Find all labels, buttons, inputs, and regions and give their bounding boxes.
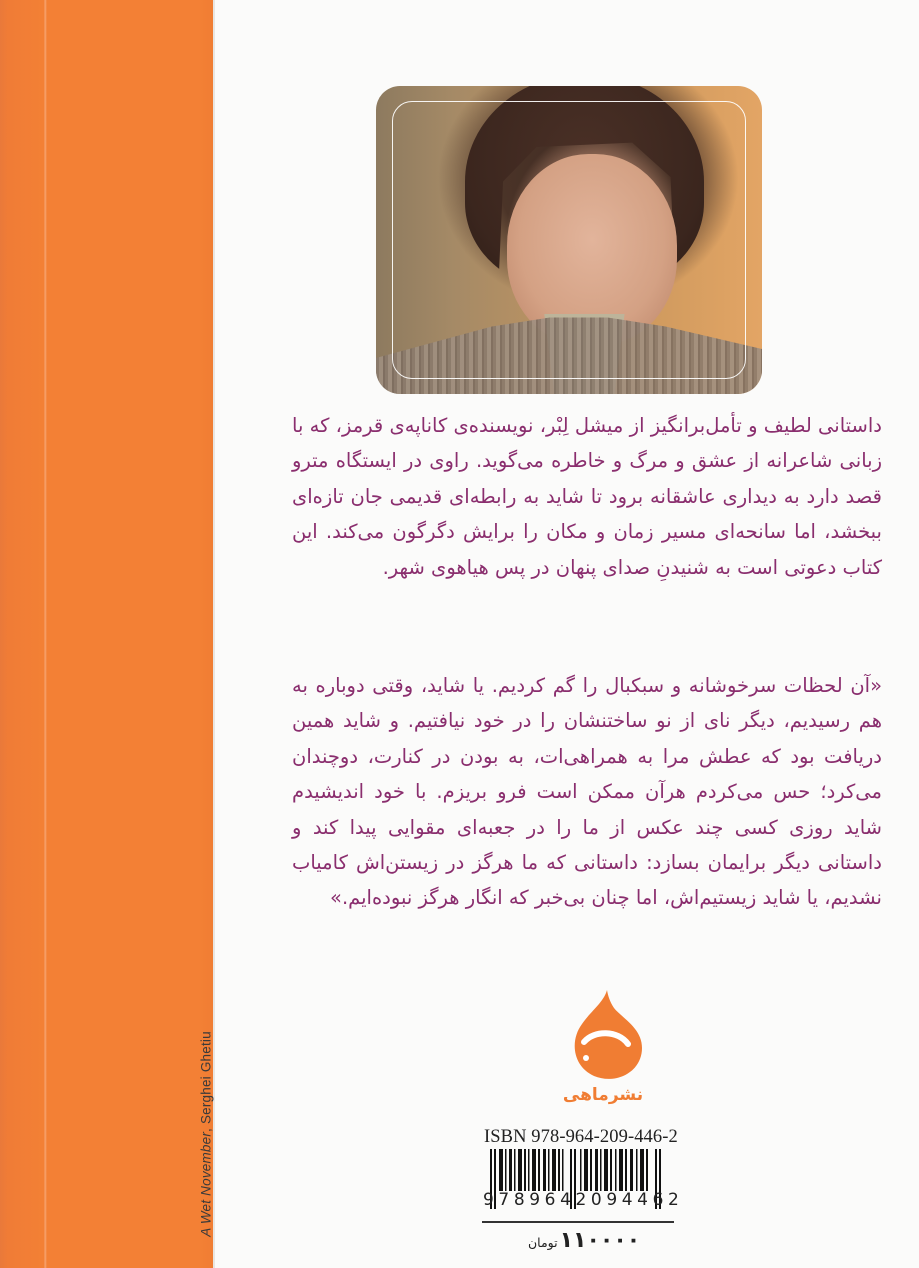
price-tag xyxy=(528,1228,640,1253)
author-photo xyxy=(376,86,762,394)
price-amount: ۱۱۰۰۰۰ xyxy=(559,1228,641,1253)
blurb-paragraph: داستانی لطیف و تأمل‌برانگیز از میشل لِبْر، نویسنده‌ی کاناپه‌ی قرمز، که با زبانی شاعرانه از عشق و مرگ و خاطره می‌گوید. راوی در ایستگاه مترو قصد دارد به دیداری عاشقانه برود تا شاید به رابطه‌ای قدیمی جان تازه‌ای ببخشد، اما سانحه‌ای مسیر زمان و مکان را برایش دگرگون می‌کند. این کتاب دعوتی است به شنیدنِ صدای پنهان در پس هیاهوی شهر. xyxy=(292,414,882,579)
price-divider xyxy=(482,1221,674,1223)
book-excerpt-quote xyxy=(292,668,882,916)
photo-inner-frame xyxy=(392,101,746,379)
barcode-digits: 9789642094462 xyxy=(483,1190,684,1210)
spine-author: Serghei Ghetiu xyxy=(198,1031,214,1125)
isbn-label: ISBN 978-964-209-446-2 xyxy=(484,1127,678,1147)
book-blurb xyxy=(292,408,882,585)
price-currency: تومان xyxy=(528,1235,558,1250)
book-spine xyxy=(0,0,213,1268)
spine-caption xyxy=(199,1031,214,1237)
quote-paragraph: «آن لحظات سرخوشانه و سبکبال را گم کردیم. یا شاید، وقتی دوباره به هم رسیدیم، دیگر نای از نو ساختنشان را در خود نیافتیم. و شاید همین دریافت بود که عطش مرا به همراهی‌ات، به بودن در کنارت، دوچندان می‌کرد؛ حس می‌کردم هرآن ممکن است فرو بریزم. با خود اندیشیدم شاید روزی کسی چند عکس از ما را در جعبه‌ای مقوایی پیدا کند و داستانی دیگر برایمان بسازد: داستانی که ما هرگز در زیستن‌اش کامیاب نشدیم، یا شاید زیستیم‌اش، اما چنان بی‌خبر که انگار هرگز نبوده‌ایم.» xyxy=(292,674,882,910)
spine-separator: , xyxy=(198,1124,214,1132)
publisher-name: نشرماهی xyxy=(562,1085,644,1105)
spine-book-title: A Wet November xyxy=(198,1131,214,1237)
fish-drop-logo-icon xyxy=(560,988,650,1088)
